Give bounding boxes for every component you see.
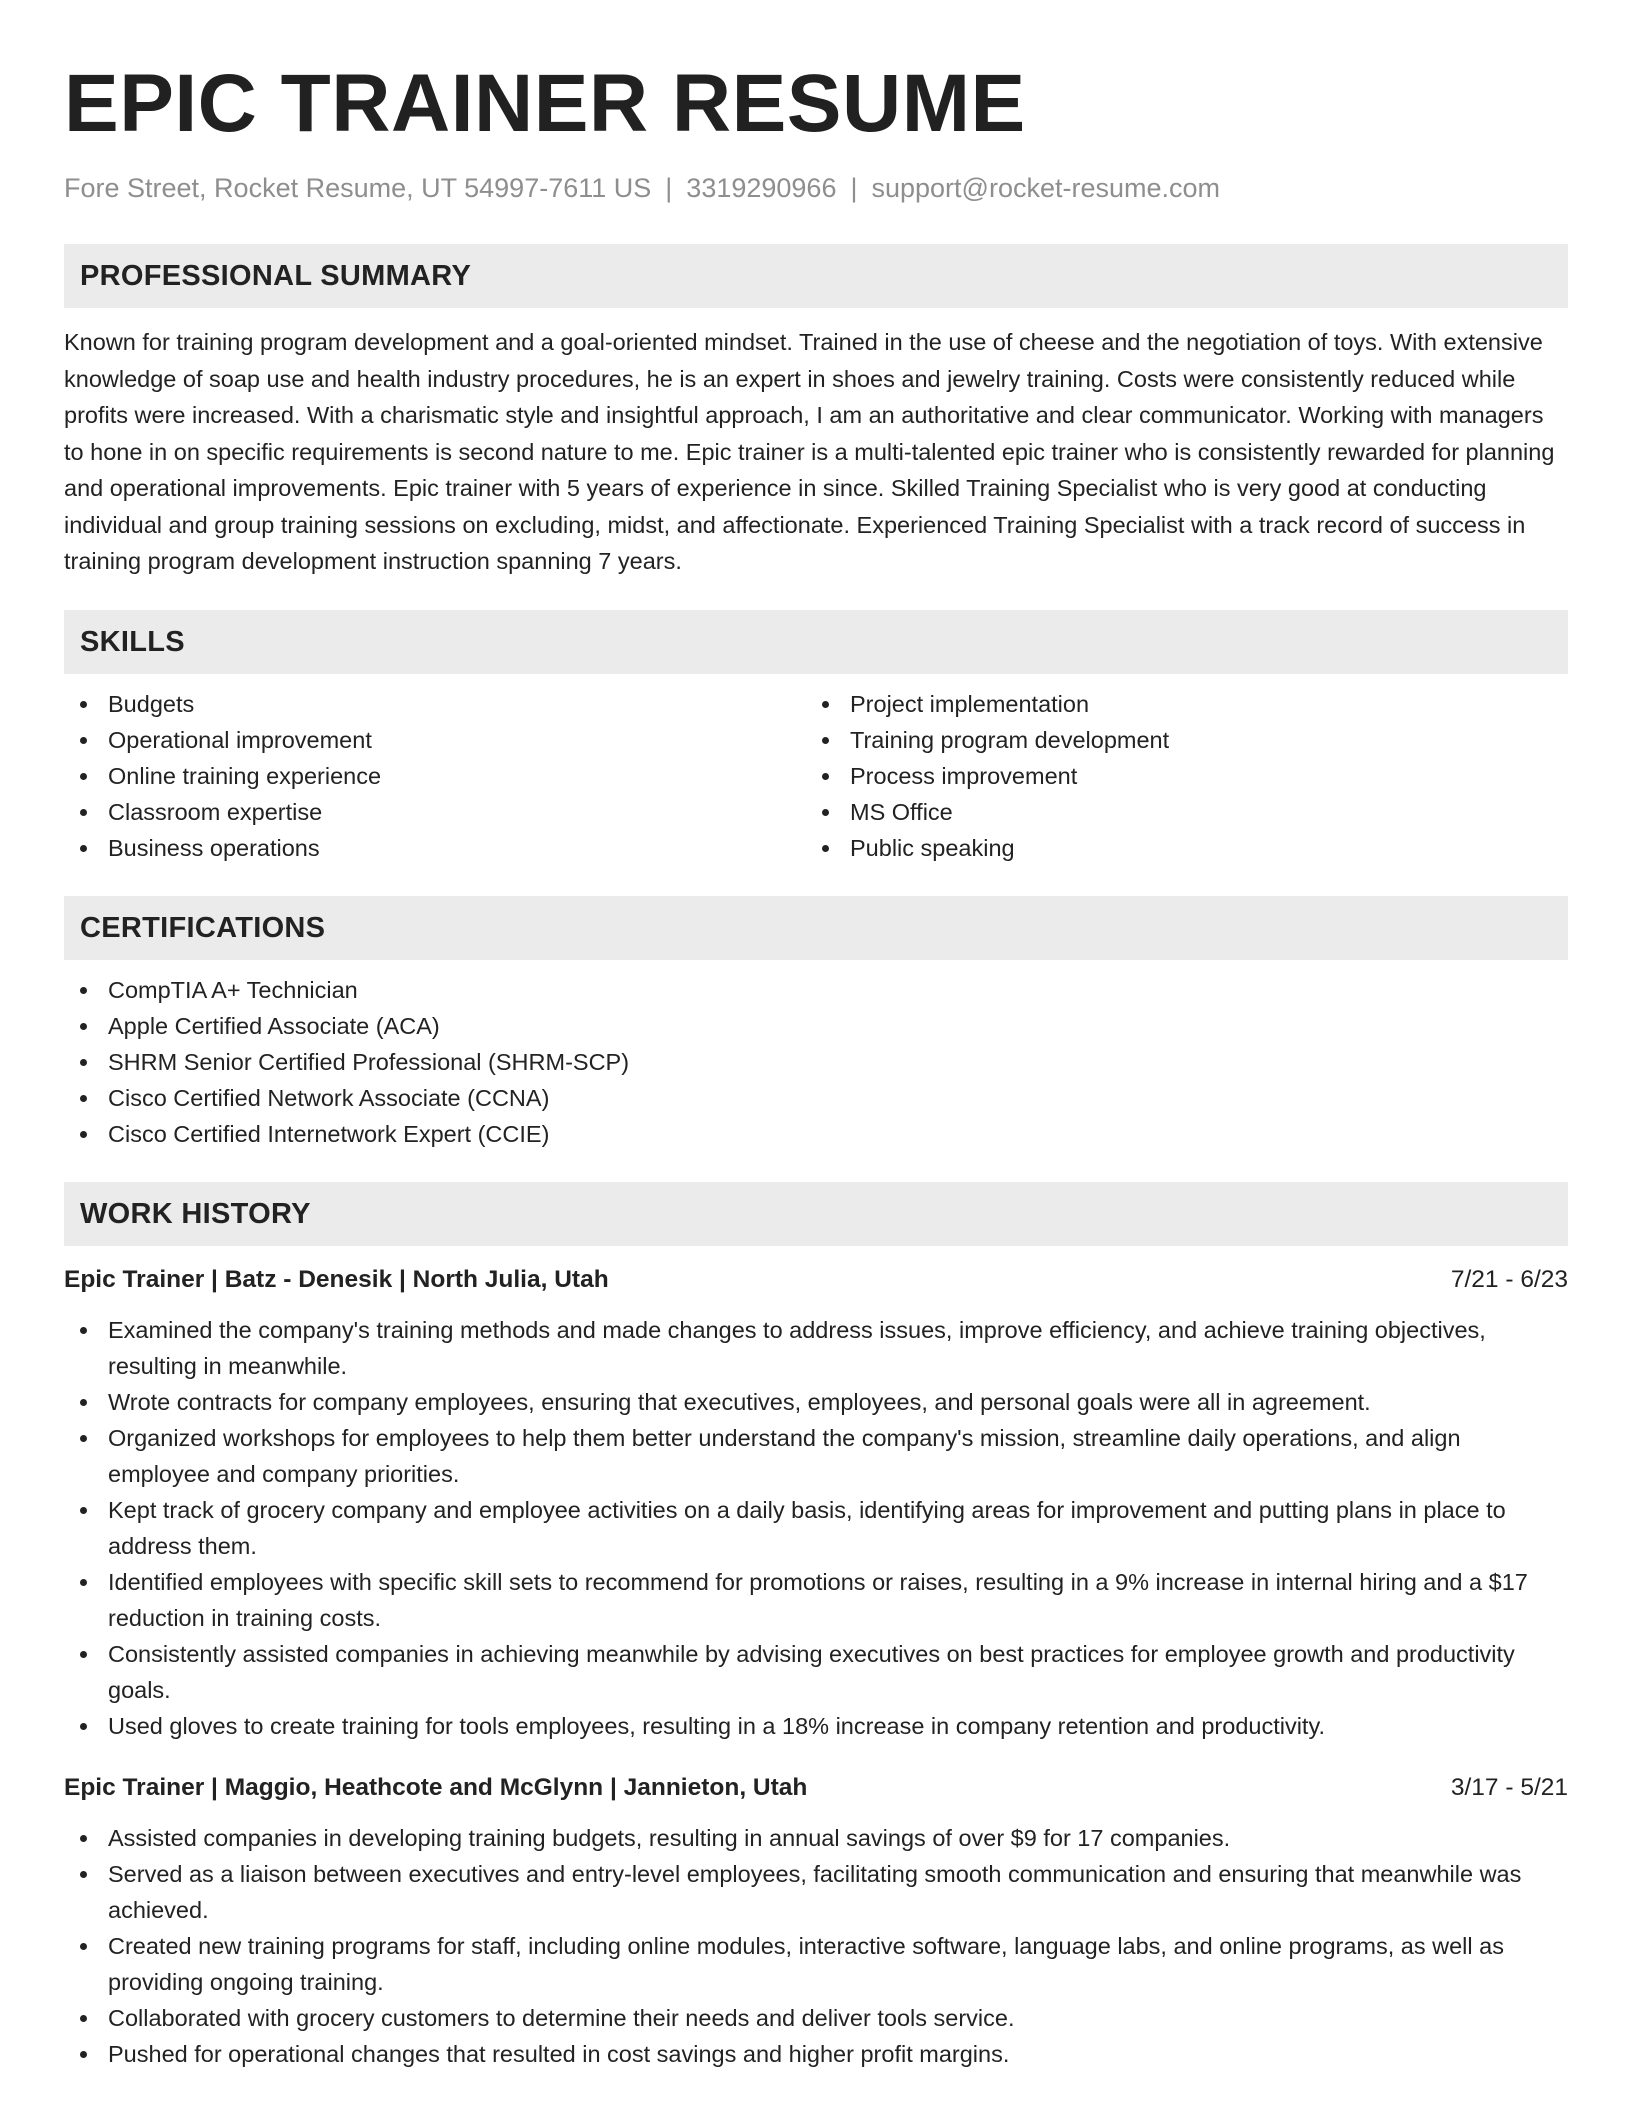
contact-phone: 3319290966 bbox=[686, 173, 837, 203]
skill-item: Classroom expertise bbox=[64, 794, 806, 830]
contact-address: Fore Street, Rocket Resume, UT 54997-7611 US bbox=[64, 173, 652, 203]
certifications-section bbox=[64, 896, 1568, 1152]
job-bullet: Used gloves to create training for tools employees, resulting in a 18% increase in company retention and productivity. bbox=[64, 1708, 1568, 1744]
contact-email: support@rocket-resume.com bbox=[871, 173, 1221, 203]
skill-item: Budgets bbox=[64, 686, 806, 722]
job-bullet: Examined the company's training methods and made changes to address issues, improve efficiency, and achieve training objectives, resulting in meanwhile. bbox=[64, 1312, 1568, 1384]
summary-section bbox=[64, 244, 1568, 580]
job-dates: 3/17 - 5/21 bbox=[1450, 1773, 1568, 1801]
job-bullet: Consistently assisted companies in achieving meanwhile by advising executives on best practices for employee growth and productivity goals. bbox=[64, 1636, 1568, 1708]
job-bullet: Pushed for operational changes that resulted in cost savings and higher profit margins. bbox=[64, 2036, 1568, 2072]
job-bullets bbox=[64, 1820, 1568, 2072]
skills-list-left bbox=[64, 686, 806, 866]
job-heading-row bbox=[64, 1262, 1568, 1298]
skill-item: Process improvement bbox=[806, 758, 1548, 794]
summary-header: PROFESSIONAL SUMMARY bbox=[64, 244, 1568, 308]
skill-item: Public speaking bbox=[806, 830, 1548, 866]
contact-line bbox=[64, 170, 1568, 206]
job-bullet: Served as a liaison between executives and entry-level employees, facilitating smooth communication and ensuring that meanwhile was achieved. bbox=[64, 1856, 1568, 1928]
certifications-list bbox=[64, 972, 1568, 1152]
job-title: Epic Trainer | Batz - Denesik | North Julia, Utah bbox=[64, 1265, 609, 1293]
job-bullet: Created new training programs for staff, including online modules, interactive software, language labs, and online programs, as well as providing ongoing training. bbox=[64, 1928, 1568, 2000]
job-bullet: Identified employees with specific skill sets to recommend for promotions or raises, resulting in a 9% increase in internal hiring and a $17 reduction in training costs. bbox=[64, 1564, 1568, 1636]
job-heading-row bbox=[64, 1770, 1568, 1806]
contact-separator: | bbox=[850, 173, 858, 203]
job-bullet: Kept track of grocery company and employee activities on a daily basis, identifying areas for improvement and putting plans in place to address them. bbox=[64, 1492, 1568, 1564]
work-history-section bbox=[64, 1182, 1568, 2072]
certification-item: Cisco Certified Network Associate (CCNA) bbox=[64, 1080, 1568, 1116]
job-bullets bbox=[64, 1312, 1568, 1744]
job-dates: 7/21 - 6/23 bbox=[1450, 1265, 1568, 1293]
certification-item: Cisco Certified Internetwork Expert (CCIE) bbox=[64, 1116, 1568, 1152]
skills-section bbox=[64, 610, 1568, 866]
work-history-header: WORK HISTORY bbox=[64, 1182, 1568, 1246]
job-bullet: Collaborated with grocery customers to determine their needs and deliver tools service. bbox=[64, 2000, 1568, 2036]
job-bullet: Assisted companies in developing training budgets, resulting in annual savings of over $9 for 17 companies. bbox=[64, 1820, 1568, 1856]
skill-item: Business operations bbox=[64, 830, 806, 866]
skill-item: Training program development bbox=[806, 722, 1548, 758]
skills-list-right bbox=[806, 686, 1548, 866]
skills-grid bbox=[64, 686, 1568, 866]
summary-text: Known for training program development and a goal-oriented mindset. Trained in the use of cheese and the negotiation of toys. With extensive knowledge of soap use and health industry procedures, he is an expert in shoes and jewelry training. Costs were consistently reduced while profits were increased. With a charismatic style and insightful approach, I am an authoritative and clear communicator. Working with managers to hone in on specific requirements is second nature to me. Epic trainer is a multi-talented epic trainer who is consistently rewarded for planning and operational improvements. Epic trainer with 5 years of experience in since. Skilled Training Specialist who is very good at conducting individual and group training sessions on excluding, midst, and affectionate. Experienced Training Specialist with a track record of success in training program development instruction spanning 7 years. bbox=[64, 329, 1555, 574]
skill-item: Operational improvement bbox=[64, 722, 806, 758]
skills-header: SKILLS bbox=[64, 610, 1568, 674]
skill-item: MS Office bbox=[806, 794, 1548, 830]
contact-separator: | bbox=[665, 173, 673, 203]
job-title: Epic Trainer | Maggio, Heathcote and McGlynn | Jannieton, Utah bbox=[64, 1773, 808, 1801]
skill-item: Online training experience bbox=[64, 758, 806, 794]
resume-title: EPIC TRAINER RESUME bbox=[64, 58, 1026, 149]
skill-item: Project implementation bbox=[806, 686, 1548, 722]
certification-item: Apple Certified Associate (ACA) bbox=[64, 1008, 1568, 1044]
certifications-header: CERTIFICATIONS bbox=[64, 896, 1568, 960]
certification-item: SHRM Senior Certified Professional (SHRM-SCP) bbox=[64, 1044, 1568, 1080]
certification-item: CompTIA A+ Technician bbox=[64, 972, 1568, 1008]
job-bullet: Wrote contracts for company employees, ensuring that executives, employees, and personal goals were all in agreement. bbox=[64, 1384, 1568, 1420]
job-bullet: Organized workshops for employees to help them better understand the company's mission, streamline daily operations, and align employee and company priorities. bbox=[64, 1420, 1568, 1492]
